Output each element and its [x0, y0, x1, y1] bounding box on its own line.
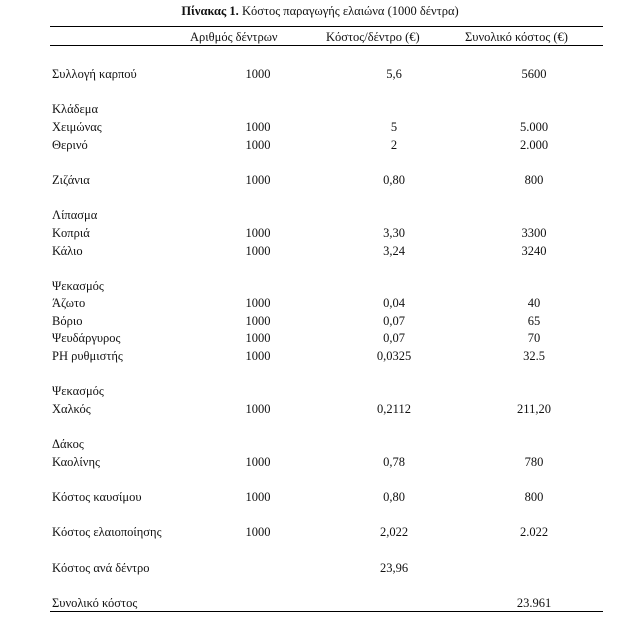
table-row	[0, 349, 640, 363]
row-total-cost: 70	[527, 331, 541, 345]
caption-text: Κόστος παραγωγής ελαιώνα (1000 δέντρα)	[238, 4, 459, 18]
table-row	[0, 596, 640, 610]
row-cost-per-tree: 3,30	[383, 226, 405, 240]
row-cost-per-tree: 0,0325	[376, 349, 412, 363]
row-tree-count: 1000	[245, 455, 271, 469]
row-label: PH ρυθμιστής	[52, 349, 123, 363]
row-total-cost: 800	[524, 173, 544, 187]
row-cost-per-tree: 0,78	[383, 455, 405, 469]
row-label: Θερινό	[52, 138, 88, 152]
row-label: Καολίνης	[52, 455, 100, 469]
table-caption	[0, 4, 640, 19]
top-rule	[50, 26, 603, 27]
row-total-cost: 5600	[521, 67, 547, 81]
table-row	[0, 67, 640, 81]
row-total-cost: 23.961	[516, 596, 552, 610]
row-label: Ψεκασμός	[52, 384, 104, 398]
row-label: Ζιζάνια	[52, 173, 90, 187]
row-label: Ψεκασμός	[52, 279, 104, 293]
row-label: Ψευδάργυρος	[52, 331, 121, 345]
table-row	[0, 402, 640, 416]
row-label: Κάλιο	[52, 244, 83, 258]
row-tree-count: 1000	[245, 296, 271, 310]
row-cost-per-tree: 2	[390, 138, 398, 152]
row-total-cost: 5.000	[519, 120, 549, 134]
row-tree-count: 1000	[245, 314, 271, 328]
table-row	[0, 102, 640, 116]
row-tree-count: 1000	[245, 244, 271, 258]
table-row	[0, 455, 640, 469]
row-label: Βόριο	[52, 314, 83, 328]
row-total-cost: 780	[524, 455, 544, 469]
bottom-rule	[50, 611, 603, 612]
table-row	[0, 279, 640, 293]
table-row	[0, 226, 640, 240]
row-total-cost: 32.5	[523, 349, 545, 363]
row-label: Κόστος ελαιοποίησης	[52, 525, 162, 539]
row-total-cost: 2.022	[519, 525, 549, 539]
row-cost-per-tree: 2,022	[379, 525, 409, 539]
row-label: Συνολικό κόστος	[52, 596, 138, 610]
table-row	[0, 384, 640, 398]
row-tree-count: 1000	[245, 525, 271, 539]
row-tree-count: 1000	[245, 67, 271, 81]
row-total-cost: 800	[524, 490, 544, 504]
table-row	[0, 490, 640, 504]
row-label: Κόστος καυσίμου	[52, 490, 142, 504]
row-total-cost: 2.000	[519, 138, 549, 152]
header-cost-per-tree: Κόστος/δέντρο (€)	[326, 30, 420, 44]
row-tree-count: 1000	[245, 331, 271, 345]
table-row	[0, 244, 640, 258]
header-total-cost: Συνολικό κόστος (€)	[465, 30, 568, 44]
table-row	[0, 525, 640, 539]
table-row	[0, 173, 640, 187]
table-row	[0, 331, 640, 345]
row-tree-count: 1000	[245, 173, 271, 187]
row-label: Δάκος	[52, 437, 84, 451]
row-label: Λίπασμα	[52, 208, 98, 222]
table-row	[0, 138, 640, 152]
row-tree-count: 1000	[245, 490, 271, 504]
row-label: Άζωτο	[52, 296, 86, 310]
row-tree-count: 1000	[245, 120, 271, 134]
table-row	[0, 314, 640, 328]
row-label: Χειμώνας	[52, 120, 102, 134]
row-tree-count: 1000	[245, 349, 271, 363]
row-cost-per-tree: 0,07	[383, 331, 405, 345]
row-cost-per-tree: 0,2112	[377, 402, 411, 416]
row-total-cost: 65	[527, 314, 541, 328]
row-label: Κόστος ανά δέντρο	[52, 561, 150, 575]
row-total-cost: 3240	[521, 244, 547, 258]
row-cost-per-tree: 23,96	[379, 561, 409, 575]
row-cost-per-tree: 5,6	[386, 67, 402, 81]
row-cost-per-tree: 0,04	[383, 296, 405, 310]
table-row	[0, 296, 640, 310]
row-tree-count: 1000	[245, 138, 271, 152]
row-total-cost: 211,20	[517, 402, 551, 416]
row-cost-per-tree: 0,80	[383, 490, 405, 504]
row-tree-count: 1000	[245, 402, 271, 416]
header-rule	[50, 45, 603, 46]
caption-number: Πίνακας 1.	[181, 4, 239, 18]
row-tree-count: 1000	[245, 226, 271, 240]
table-row	[0, 208, 640, 222]
header-tree-count: Αριθμός δέντρων	[190, 30, 278, 44]
row-cost-per-tree: 0,07	[383, 314, 405, 328]
row-label: Κοπριά	[52, 226, 90, 240]
row-total-cost: 40	[527, 296, 541, 310]
table-row	[0, 437, 640, 451]
row-total-cost: 3300	[521, 226, 547, 240]
table-row	[0, 120, 640, 134]
row-label: Χαλκός	[52, 402, 91, 416]
row-cost-per-tree: 3,24	[383, 244, 405, 258]
row-label: Κλάδεμα	[52, 102, 99, 116]
table-row	[0, 561, 640, 575]
row-cost-per-tree: 5	[390, 120, 398, 134]
row-label: Συλλογή καρπού	[52, 67, 137, 81]
row-cost-per-tree: 0,80	[383, 173, 405, 187]
